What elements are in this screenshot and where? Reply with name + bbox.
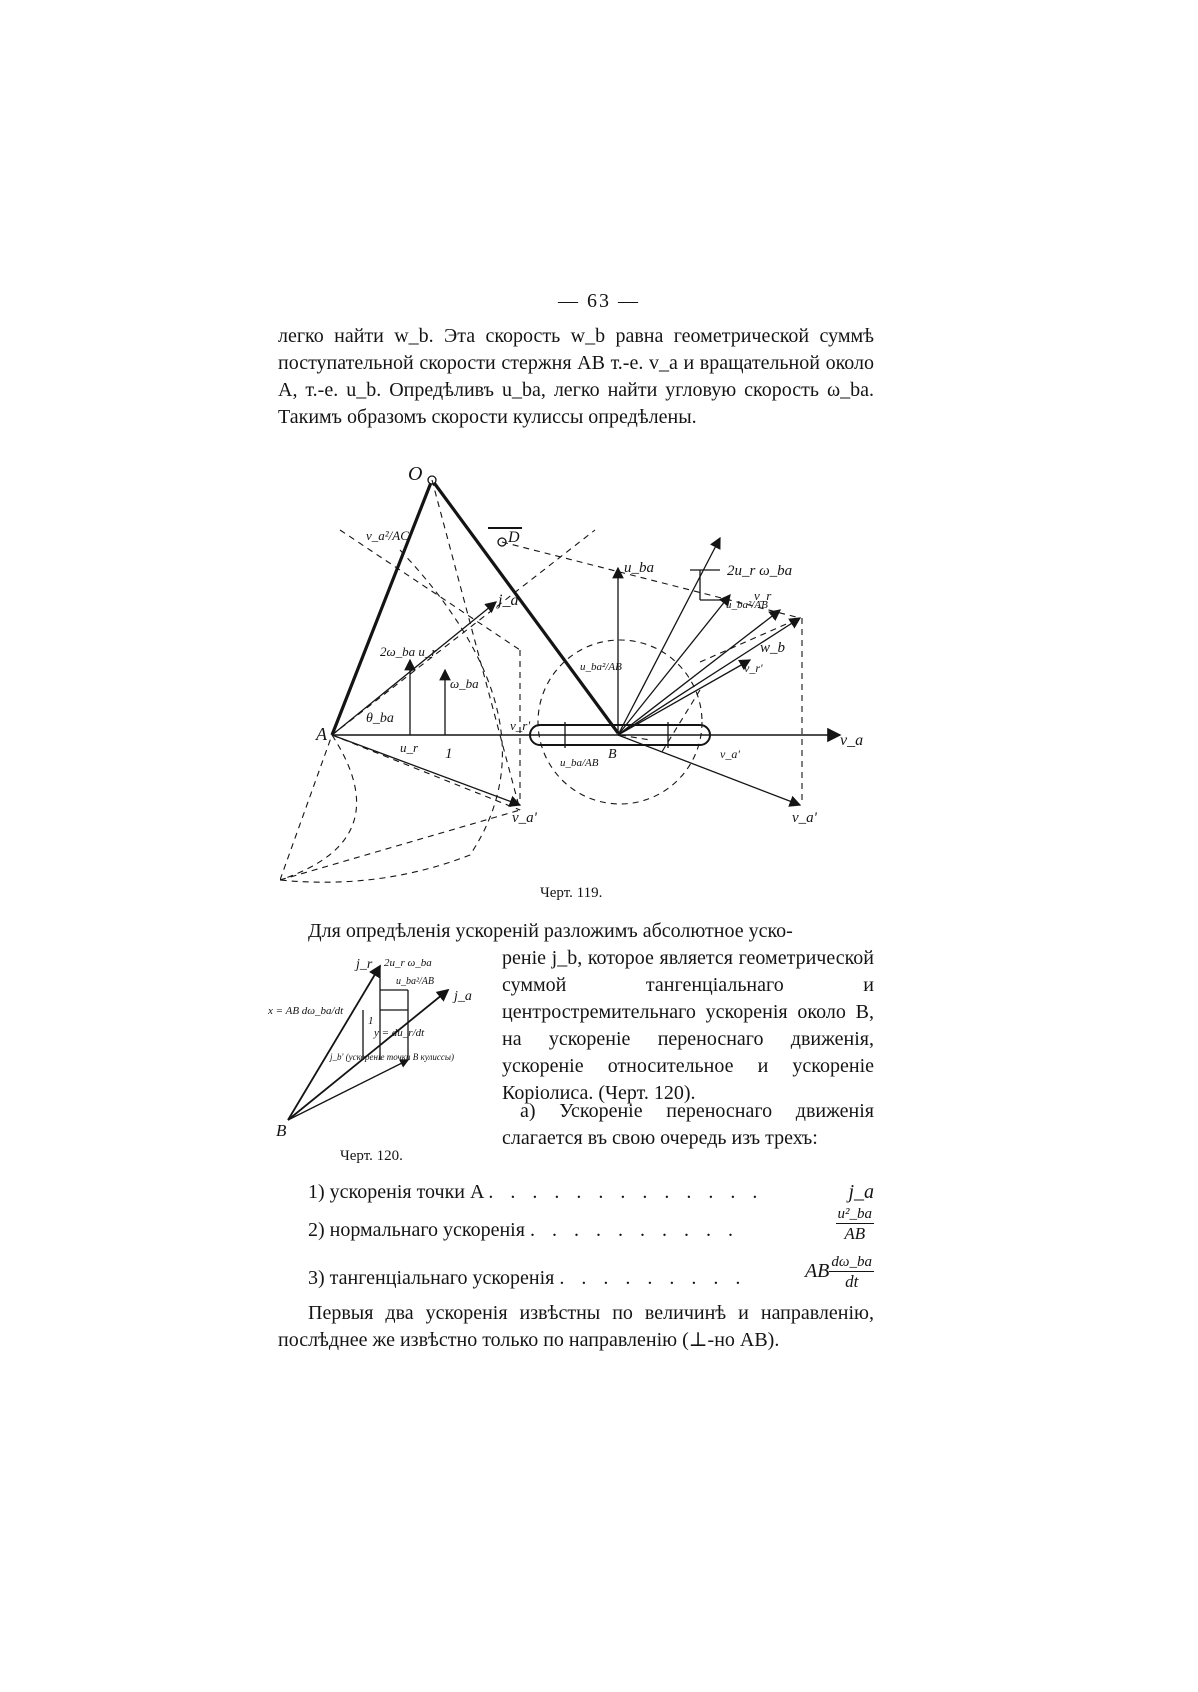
vector-ja-b: [618, 595, 730, 735]
figure-120-caption: Черт. 120.: [340, 1148, 403, 1164]
label-va-right: v_a: [840, 732, 864, 749]
label-uba: u_ba: [624, 560, 654, 576]
label-va-bottom-left: v_a': [512, 810, 537, 826]
label-uba-sq-ab: u_ba²/AB: [726, 599, 768, 611]
label-omega-u: 2ω_ba u_r: [380, 644, 437, 659]
vector-vr2: [618, 618, 800, 735]
label-jr: j_r: [356, 957, 373, 972]
label-omega-ba: ω_ba: [450, 676, 479, 691]
label-y-eq: y = du_r/dt: [374, 1027, 425, 1039]
figure-120-diagram: [268, 950, 498, 1140]
label-wb: w_b: [760, 640, 786, 656]
paragraph-accelerations-start: Для опредѣленія ускореній разложимъ абсолютное уско-: [308, 920, 793, 942]
label-va-sq-ac: v_a²/AC: [366, 528, 409, 543]
list-item-3: 3) тангенціальнаго ускоренія . . . . . . . . . AB $\frac{d\omega\_ba}{dt}$: [308, 1254, 872, 1291]
label-one-120: 1: [368, 1015, 374, 1027]
list-item-3-num: dω_ba: [831, 1254, 872, 1270]
list-item-3-label: 3) тангенціальнаго ускоренія: [308, 1267, 555, 1289]
paragraph-conclusion: Первыя два ускоренія извѣстны по величинѣ и направленію, послѣднее же извѣстно только по направленію (⊥-но AB).: [278, 1302, 874, 1351]
list-item-3-prefix: AB: [804, 1260, 830, 1283]
paragraph-accelerations-body: реніе j_b, которое является геометрической суммой тангенціальнаго и центростремительнаго ускоренія около B, на ускореніе переноснаго движенія, ускореніе относительное и ускореніе Коріолиса. (Черт. 120).: [502, 947, 874, 1104]
list-item-2-label: 2) нормальнаго ускоренія: [308, 1219, 525, 1241]
label-ja-120: j_a: [454, 989, 472, 1004]
label-theta: θ_ba: [366, 711, 394, 726]
list-item-2-den: AB: [844, 1224, 866, 1243]
label-va-mid: v_a': [720, 747, 740, 761]
figure-119-caption: Черт. 119.: [540, 885, 603, 901]
paragraph-transport-acceleration: a) Ускореніе переноснаго движенія слагается въ свою очередь изъ трехъ:: [502, 1100, 874, 1149]
list-item-2-num: u²_ba: [837, 1206, 872, 1222]
label-one: 1: [445, 746, 453, 762]
label-b-120: B: [276, 1121, 287, 1140]
vector-va-bottom: [332, 735, 520, 805]
figure-119-diagram: [280, 460, 880, 900]
label-coriolis-120: 2u_r ω_ba: [384, 957, 432, 969]
label-vr: v_r: [754, 588, 772, 603]
label-ub-sq-ab: u_ba²/AB: [580, 661, 622, 673]
label-va-bottom-right: v_a': [792, 810, 817, 826]
list-item-1: 1) ускоренія точки A . . . . . . . . . . . . . j_a: [308, 1181, 874, 1203]
label-ub-ab: u_ba/AB: [560, 757, 599, 769]
label-b: B: [608, 747, 617, 762]
label-x-eq: x = AB dω_ba/dt: [268, 1005, 344, 1017]
label-uba-sq-ab-120: u_ba²/AB: [396, 976, 434, 987]
list-item-1-value: j_a: [848, 1181, 874, 1203]
label-vr-prime: v_r': [510, 718, 531, 733]
label-a: A: [316, 724, 327, 744]
list-item-2: 2) нормальнаго ускоренія . . . . . . . . . . $\frac{\text{u²\_ba}}{AB}$: [308, 1206, 872, 1243]
vector-va-right: [618, 735, 800, 805]
label-o: O: [408, 463, 423, 485]
label-ur: u_r: [400, 740, 419, 755]
label-coriolis: 2u_r ω_ba: [727, 563, 793, 579]
label-ja: j_a: [498, 592, 519, 609]
label-vr2: v_r': [744, 661, 763, 675]
page-number: — 63 —: [558, 290, 640, 312]
list-item-3-den: dt: [845, 1272, 859, 1291]
label-d: D: [508, 529, 520, 546]
rod-a-o: [332, 480, 432, 735]
label-jb-note: j_b' (ускореніе точки B кулиссы): [330, 1052, 454, 1062]
rod-o-b: [432, 480, 618, 733]
list-item-1-label: 1) ускоренія точки A: [308, 1181, 484, 1203]
paragraph-intro: легко найти w_b. Эта скорость w_b равна геометрической суммѣ поступательной скорости стержня AB т.-е. v_a и вращательной около A, т.-е. u_b. Опредѣливъ u_ba, легко найти угловую скорость ω_ba. Такимъ образомъ скорости кулиссы опредѣлены.: [278, 325, 874, 428]
